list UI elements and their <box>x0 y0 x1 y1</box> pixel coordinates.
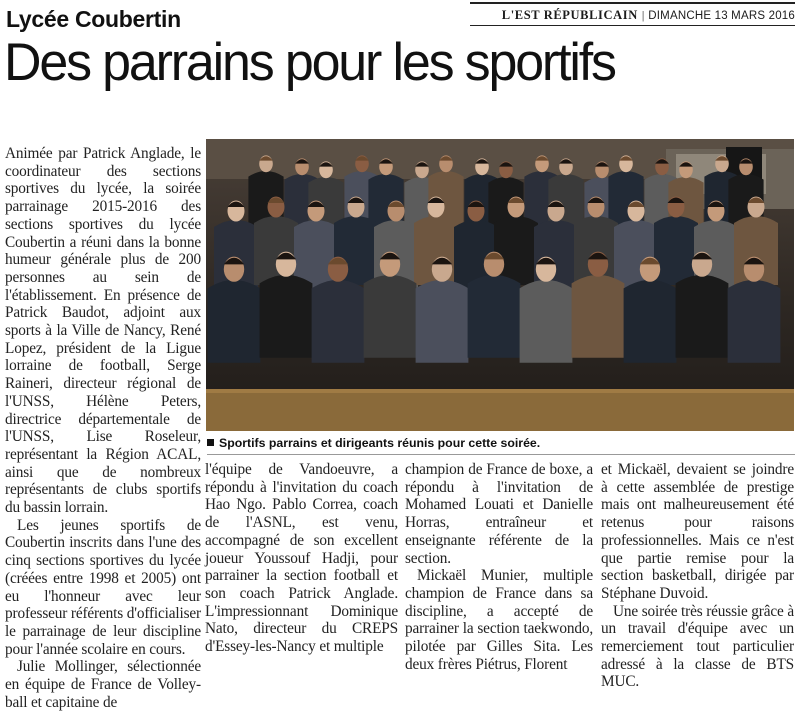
masthead-separator: | <box>641 8 645 22</box>
article-column-2 <box>205 461 398 656</box>
section-label: Lycée Coubertin <box>6 6 181 32</box>
article-paragraph: et Mickaël, devaient se joindre à cette assemblée de prestige mais ont malheureusement été retenus pour raisons professionnelles. Mais ce n'est que partie remise pour la section basketball, dirigée par Stéphane Duvoid. <box>601 461 794 602</box>
photo-caption <box>207 436 793 450</box>
caption-text: Sportifs parrains et dirigeants réunis pour cette soirée. <box>219 436 541 450</box>
group-photo <box>206 139 794 431</box>
article-paragraph: Mickaël Munier, multiple champion de France dans sa discipline, a accepté de parrainer la section taekwondo, pilotée par Gilles Sita. Les deux frères Piétrus, Florent <box>405 567 593 673</box>
caption-bullet <box>207 439 214 446</box>
group-photo-illustration <box>206 139 794 431</box>
article-column-1 <box>5 145 201 712</box>
headline: Des parrains pour les sportifs <box>4 33 615 92</box>
caption-rule <box>207 454 795 455</box>
article-paragraph: Animée par Patrick Anglade, le coordinateur des sections sportives du lycée, la soirée parrainage 2015-2016 des sections sportives du lycée Coubertin a réuni dans la bonne humeur générale plus de 200 personnes au sein de l'établissement. En présence de Patrick Baudot, adjoint aux sports à la Ville de Nancy, René Lopez, président de la Ligue lorraine de football, Serge Raineri, directeur régional de l'UNSS, Hélène Peters, directrice départementale de l'UNSS, Lise Roseleur, représentant la Région ACAL, ainsi que de nombreux représentants de clubs sportifs du bassin lorrain. <box>5 145 201 517</box>
article-paragraph: l'équipe de Vandoeuvre, a répondu à l'invitation du coach Hao Ngo. Pablo Correa, coach de l'ASNL, est venu, accompagné de son excellent joueur Youssouf Hadji, pour parrainer la section football et son coach Patrick Anglade. L'impressionnant Dominique Nato, directeur du CREPS d'Essey-les-Nancy et multiple <box>205 461 398 656</box>
newspaper-name: L'EST RÉPUBLICAIN <box>501 8 638 22</box>
article-paragraph: Une soirée très réussie grâce à un travail d'équipe avec un remerciement tout particulier adressé à la classe de BTS MUC. <box>601 602 794 691</box>
masthead <box>470 2 795 26</box>
article-column-3 <box>405 461 593 673</box>
article-paragraph: Les jeunes sportifs de Coubertin inscrits dans l'une des cinq sections sportives du lycée (créées entre 1998 et 2005) ont eu l'honneur avec leur professeur référents d'officialiser le parrainage de leur discipline pour l'année scolaire en cours. <box>5 516 201 658</box>
article-paragraph: Julie Mollinger, sélectionnée en équipe de France de Volley-ball et capitaine de <box>5 658 201 711</box>
publication-date: DIMANCHE 13 MARS 2016 <box>648 10 795 22</box>
article-column-4 <box>601 461 794 691</box>
article-paragraph: champion de France de boxe, a répondu à l'invitation de Mohamed Louati et Danielle Horras, entraîneur et enseignante référente de la section. <box>405 461 593 567</box>
